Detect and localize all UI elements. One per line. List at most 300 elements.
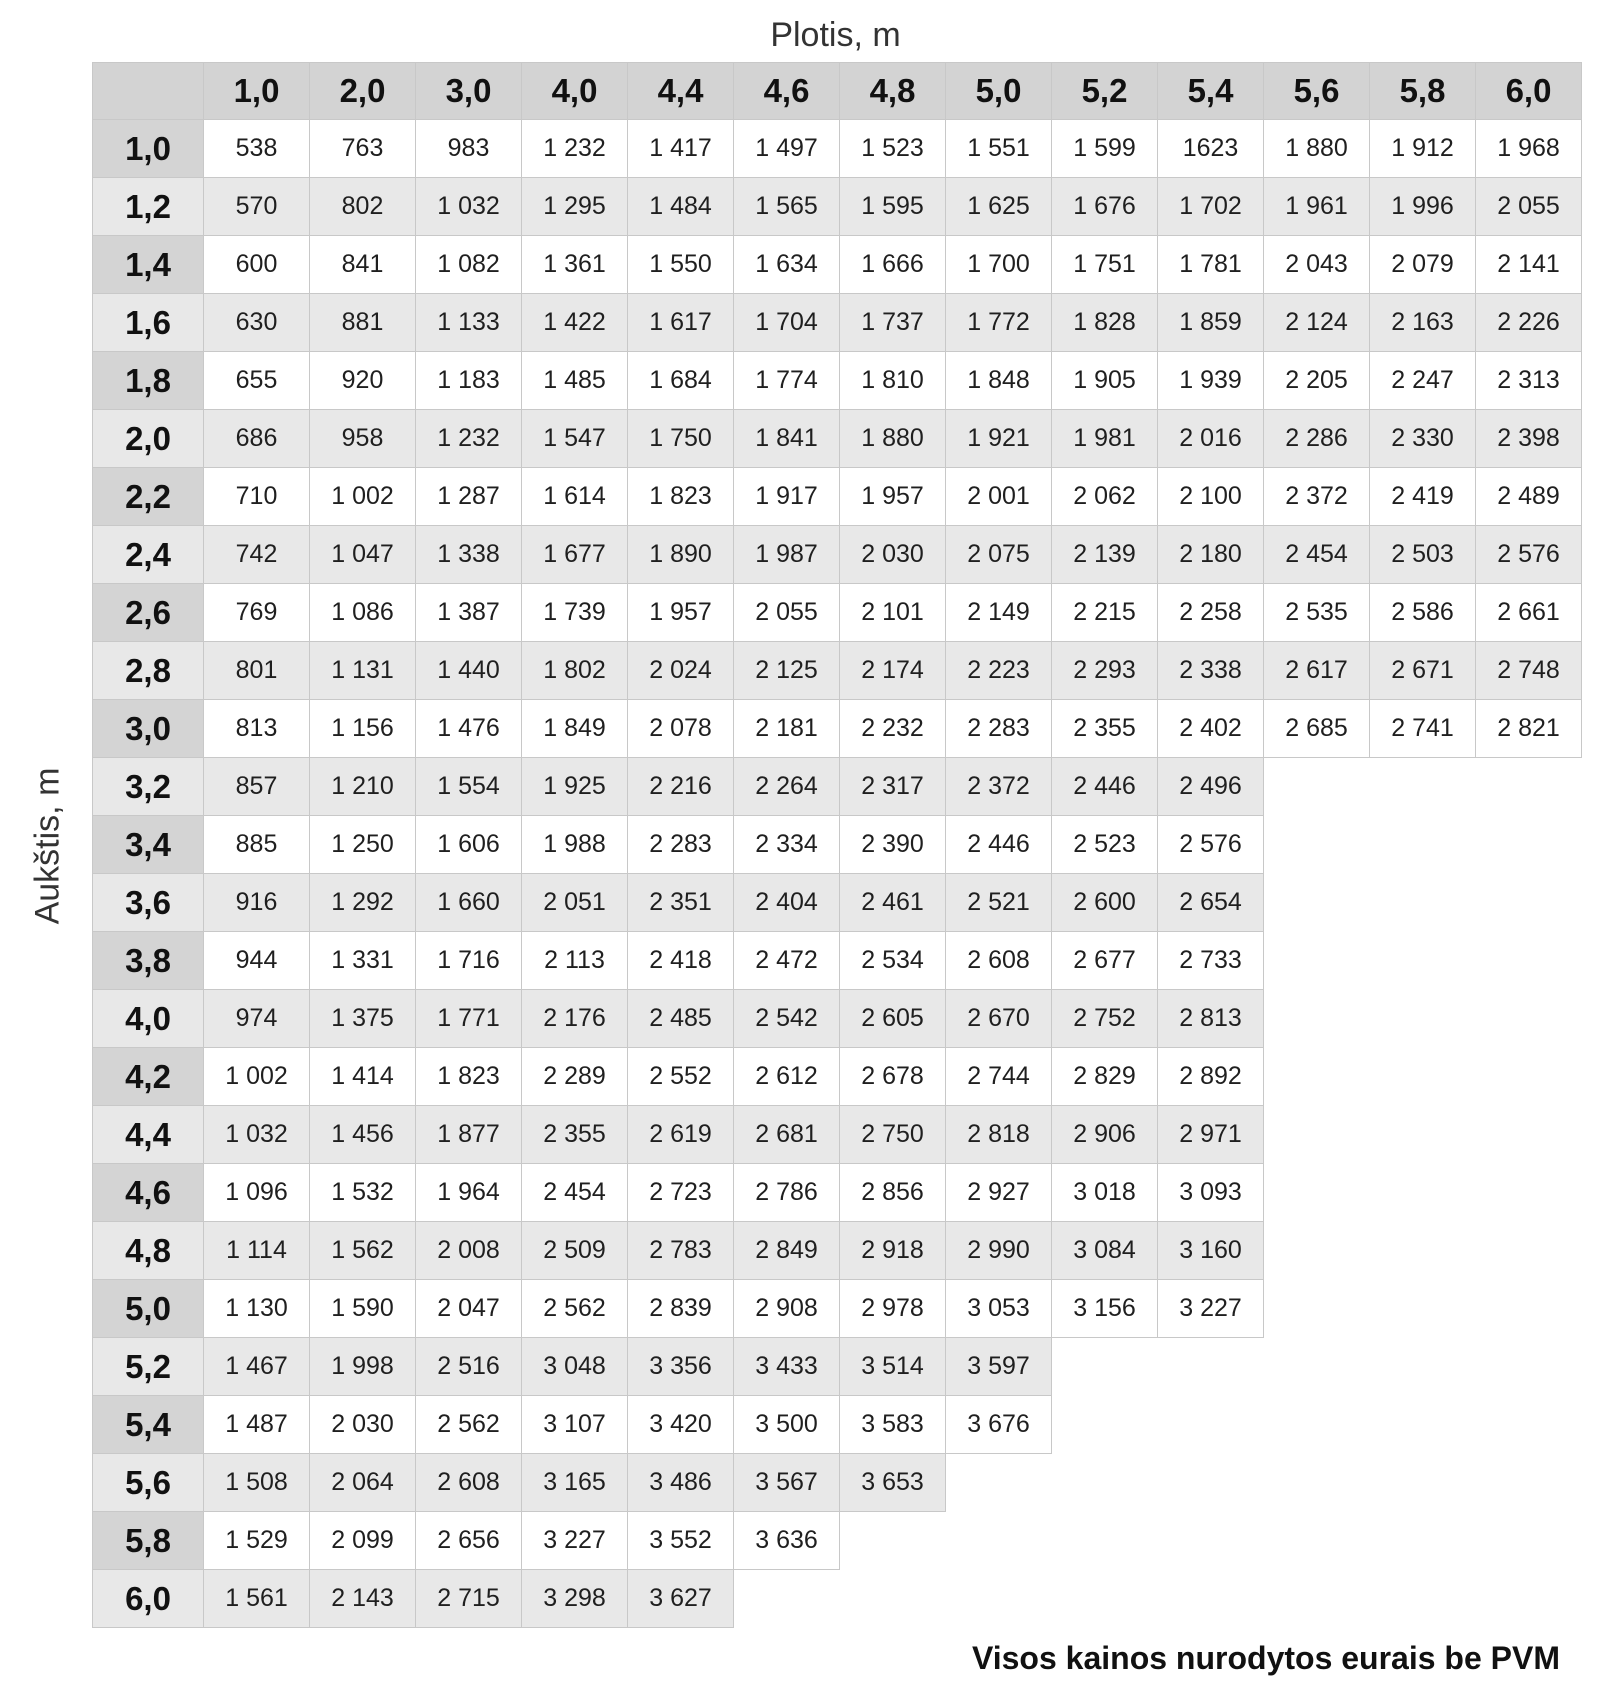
- price-cell: 2 829: [1052, 1048, 1158, 1106]
- price-cell: 2 313: [1476, 352, 1582, 410]
- row-header: 5,0: [92, 1280, 204, 1338]
- price-cell: 2 535: [1264, 584, 1370, 642]
- column-header: 3,0: [416, 62, 522, 120]
- price-cell: 1 361: [522, 236, 628, 294]
- price-cell: 1 484: [628, 178, 734, 236]
- price-cell: 1 467: [204, 1338, 310, 1396]
- price-cell: 1 529: [204, 1512, 310, 1570]
- price-cell: 974: [204, 990, 310, 1048]
- price-cell: 1 250: [310, 816, 416, 874]
- price-cell: 3 486: [628, 1454, 734, 1512]
- price-cell: 2 723: [628, 1164, 734, 1222]
- price-cell: 2 485: [628, 990, 734, 1048]
- price-cell: 2 317: [840, 758, 946, 816]
- price-cell: 2 990: [946, 1222, 1052, 1280]
- price-cell: 1 877: [416, 1106, 522, 1164]
- price-cell: 538: [204, 120, 310, 178]
- price-cell: 2 671: [1370, 642, 1476, 700]
- price-cell: 2 101: [840, 584, 946, 642]
- price-cell: 2 461: [840, 874, 946, 932]
- row-header: 1,4: [92, 236, 204, 294]
- column-header: 4,0: [522, 62, 628, 120]
- price-cell: 801: [204, 642, 310, 700]
- price-cell: 2 078: [628, 700, 734, 758]
- price-cell: 1 841: [734, 410, 840, 468]
- price-cell: 1 440: [416, 642, 522, 700]
- price-cell: 1 912: [1370, 120, 1476, 178]
- price-cell: 2 174: [840, 642, 946, 700]
- row-header: 2,0: [92, 410, 204, 468]
- price-cell: 570: [204, 178, 310, 236]
- price-cell: 1 880: [1264, 120, 1370, 178]
- column-header: 5,2: [1052, 62, 1158, 120]
- row-header: 4,0: [92, 990, 204, 1048]
- price-cell: 2 149: [946, 584, 1052, 642]
- price-cell: 2 839: [628, 1280, 734, 1338]
- price-cell: 1 750: [628, 410, 734, 468]
- price-cell: 2 024: [628, 642, 734, 700]
- price-cell: 1 716: [416, 932, 522, 990]
- price-cell: 2 783: [628, 1222, 734, 1280]
- price-cell: 1 414: [310, 1048, 416, 1106]
- row-header: 4,8: [92, 1222, 204, 1280]
- price-cell: 1 614: [522, 468, 628, 526]
- price-cell: 630: [204, 294, 310, 352]
- price-cell: 2 355: [522, 1106, 628, 1164]
- price-cell: 3 227: [522, 1512, 628, 1570]
- price-cell: 2 927: [946, 1164, 1052, 1222]
- column-axis-label: Plotis, m: [770, 16, 901, 54]
- price-cell: 1 561: [204, 1570, 310, 1628]
- price-cell: 2 971: [1158, 1106, 1264, 1164]
- price-cell: 1 905: [1052, 352, 1158, 410]
- price-cell: 1 292: [310, 874, 416, 932]
- price-cell: 1 133: [416, 294, 522, 352]
- price-cell: 2 608: [946, 932, 1052, 990]
- price-cell: 2 534: [840, 932, 946, 990]
- column-header: 5,8: [1370, 62, 1476, 120]
- price-cell: 2 283: [628, 816, 734, 874]
- price-cell: 2 562: [416, 1396, 522, 1454]
- price-cell: 2 681: [734, 1106, 840, 1164]
- price-cell: 1 964: [416, 1164, 522, 1222]
- row-header: 5,4: [92, 1396, 204, 1454]
- row-header: 3,8: [92, 932, 204, 990]
- price-cell: 2 100: [1158, 468, 1264, 526]
- price-cell: 1 554: [416, 758, 522, 816]
- price-cell: 3 500: [734, 1396, 840, 1454]
- price-cell: 686: [204, 410, 310, 468]
- price-cell: 813: [204, 700, 310, 758]
- price-cell: 2 733: [1158, 932, 1264, 990]
- price-cell: 1 476: [416, 700, 522, 758]
- price-cell: 2 139: [1052, 526, 1158, 584]
- price-cell: 2 892: [1158, 1048, 1264, 1106]
- price-cell: 3 107: [522, 1396, 628, 1454]
- price-cell: 655: [204, 352, 310, 410]
- price-cell: 1 210: [310, 758, 416, 816]
- price-cell: 2 293: [1052, 642, 1158, 700]
- price-cell: 2 677: [1052, 932, 1158, 990]
- price-cell: 2 330: [1370, 410, 1476, 468]
- price-cell: 802: [310, 178, 416, 236]
- row-header: 4,2: [92, 1048, 204, 1106]
- price-cell: 1 849: [522, 700, 628, 758]
- price-cell: 1 547: [522, 410, 628, 468]
- price-cell: 3 552: [628, 1512, 734, 1570]
- column-header: 4,4: [628, 62, 734, 120]
- price-cell: 2 821: [1476, 700, 1582, 758]
- price-cell: 2 124: [1264, 294, 1370, 352]
- price-cell: 1 774: [734, 352, 840, 410]
- price-cell: 983: [416, 120, 522, 178]
- price-cell: 2 521: [946, 874, 1052, 932]
- price-cell: 1 551: [946, 120, 1052, 178]
- row-header: 5,8: [92, 1512, 204, 1570]
- price-cell: 2 509: [522, 1222, 628, 1280]
- price-cell: 2 715: [416, 1570, 522, 1628]
- row-axis-label: Aukštis, m: [28, 767, 67, 925]
- price-cell: 2 163: [1370, 294, 1476, 352]
- price-cell: 2 523: [1052, 816, 1158, 874]
- column-header: 5,4: [1158, 62, 1264, 120]
- price-cell: 1 287: [416, 468, 522, 526]
- price-cell: 600: [204, 236, 310, 294]
- price-cell: 3 018: [1052, 1164, 1158, 1222]
- price-cell: 1 751: [1052, 236, 1158, 294]
- price-cell: 2 818: [946, 1106, 1052, 1164]
- price-cell: 1 660: [416, 874, 522, 932]
- price-cell: 2 143: [310, 1570, 416, 1628]
- price-cell: 2 289: [522, 1048, 628, 1106]
- price-cell: 2 390: [840, 816, 946, 874]
- row-header: 6,0: [92, 1570, 204, 1628]
- price-cell: 1 002: [204, 1048, 310, 1106]
- price-cell: 2 619: [628, 1106, 734, 1164]
- price-cell: 2 334: [734, 816, 840, 874]
- price-cell: 1 772: [946, 294, 1052, 352]
- price-cell: 2 446: [1052, 758, 1158, 816]
- price-cell: 742: [204, 526, 310, 584]
- price-cell: 3 156: [1052, 1280, 1158, 1338]
- price-cell: 2 608: [416, 1454, 522, 1512]
- price-cell: 1 996: [1370, 178, 1476, 236]
- price-cell: 2 372: [1264, 468, 1370, 526]
- column-header: 5,0: [946, 62, 1052, 120]
- price-cell: 2 552: [628, 1048, 734, 1106]
- price-cell: 2 849: [734, 1222, 840, 1280]
- price-cell: 1 497: [734, 120, 840, 178]
- price-cell: 2 661: [1476, 584, 1582, 642]
- price-cell: 2 051: [522, 874, 628, 932]
- row-header: 3,4: [92, 816, 204, 874]
- price-cell: 1 677: [522, 526, 628, 584]
- price-cell: 2 062: [1052, 468, 1158, 526]
- price-cell: 3 298: [522, 1570, 628, 1628]
- price-cell: 1 456: [310, 1106, 416, 1164]
- row-header: 2,6: [92, 584, 204, 642]
- price-cell: 2 404: [734, 874, 840, 932]
- price-cell: 1 295: [522, 178, 628, 236]
- price-cell: 2 741: [1370, 700, 1476, 758]
- price-cell: 881: [310, 294, 416, 352]
- price-cell: 2 047: [416, 1280, 522, 1338]
- price-cell: 2 075: [946, 526, 1052, 584]
- price-cell: 1 666: [840, 236, 946, 294]
- price-cell: 1 096: [204, 1164, 310, 1222]
- price-cell: 2 454: [1264, 526, 1370, 584]
- price-cell: 2 351: [628, 874, 734, 932]
- price-cell: 1 987: [734, 526, 840, 584]
- price-cell: 2 516: [416, 1338, 522, 1396]
- price-cell: 1 823: [416, 1048, 522, 1106]
- price-cell: 2 605: [840, 990, 946, 1048]
- price-cell: 944: [204, 932, 310, 990]
- price-cell: 2 656: [416, 1512, 522, 1570]
- price-cell: 1 422: [522, 294, 628, 352]
- price-cell: 1 700: [946, 236, 1052, 294]
- price-cell: 1 338: [416, 526, 522, 584]
- price-cell: 1 156: [310, 700, 416, 758]
- price-cell: 920: [310, 352, 416, 410]
- price-cell: 2 001: [946, 468, 1052, 526]
- price-cell: 1 823: [628, 468, 734, 526]
- price-cell: 1 848: [946, 352, 1052, 410]
- price-cell: 2 908: [734, 1280, 840, 1338]
- price-cell: 2 355: [1052, 700, 1158, 758]
- price-cell: 1 684: [628, 352, 734, 410]
- price-cell: 2 446: [946, 816, 1052, 874]
- price-cell: 2 418: [628, 932, 734, 990]
- price-cell: 1 114: [204, 1222, 310, 1280]
- price-cell: 1 562: [310, 1222, 416, 1280]
- price-cell: 2 562: [522, 1280, 628, 1338]
- price-cell: 2 113: [522, 932, 628, 990]
- price-cell: 2 030: [840, 526, 946, 584]
- footnote: Visos kainos nurodytos eurais be PVM: [971, 1640, 1560, 1676]
- price-cell: 2 978: [840, 1280, 946, 1338]
- price-cell: 2 043: [1264, 236, 1370, 294]
- price-cell: 2 617: [1264, 642, 1370, 700]
- price-cell: 3 636: [734, 1512, 840, 1570]
- price-cell: 2 813: [1158, 990, 1264, 1048]
- price-cell: 2 472: [734, 932, 840, 990]
- price-cell: 1 968: [1476, 120, 1582, 178]
- price-cell: 2 670: [946, 990, 1052, 1048]
- price-cell: 2 419: [1370, 468, 1476, 526]
- price-cell: 1 961: [1264, 178, 1370, 236]
- price-cell: 1 921: [946, 410, 1052, 468]
- price-cell: 1 590: [310, 1280, 416, 1338]
- price-cell: 2 030: [310, 1396, 416, 1454]
- price-cell: 2 678: [840, 1048, 946, 1106]
- row-header: 3,6: [92, 874, 204, 932]
- price-cell: 1 565: [734, 178, 840, 236]
- price-cell: 2 247: [1370, 352, 1476, 410]
- price-cell: 1 485: [522, 352, 628, 410]
- price-cell: 2 496: [1158, 758, 1264, 816]
- price-cell: 1 606: [416, 816, 522, 874]
- price-cell: 2 402: [1158, 700, 1264, 758]
- price-cell: 2 685: [1264, 700, 1370, 758]
- price-cell: 3 093: [1158, 1164, 1264, 1222]
- price-cell: 2 125: [734, 642, 840, 700]
- price-cell: 3 420: [628, 1396, 734, 1454]
- price-cell: 1 704: [734, 294, 840, 352]
- price-cell: 1 417: [628, 120, 734, 178]
- column-header: 6,0: [1476, 62, 1582, 120]
- price-cell: 2 180: [1158, 526, 1264, 584]
- price-cell: 1 625: [946, 178, 1052, 236]
- price-cell: 2 612: [734, 1048, 840, 1106]
- row-header: 5,6: [92, 1454, 204, 1512]
- row-header: 4,4: [92, 1106, 204, 1164]
- price-cell: 1 859: [1158, 294, 1264, 352]
- price-cell: 2 489: [1476, 468, 1582, 526]
- price-cell: 2 752: [1052, 990, 1158, 1048]
- row-header: 1,6: [92, 294, 204, 352]
- price-cell: 1 130: [204, 1280, 310, 1338]
- price-cell: 1 771: [416, 990, 522, 1048]
- price-cell: 2 748: [1476, 642, 1582, 700]
- price-cell: 2 750: [840, 1106, 946, 1164]
- price-cell: 857: [204, 758, 310, 816]
- price-cell: 2 576: [1158, 816, 1264, 874]
- price-cell: 1 781: [1158, 236, 1264, 294]
- column-header: 1,0: [204, 62, 310, 120]
- price-cell: 1 047: [310, 526, 416, 584]
- price-cell: 1 828: [1052, 294, 1158, 352]
- price-cell: 2 503: [1370, 526, 1476, 584]
- price-cell: 1 375: [310, 990, 416, 1048]
- price-cell: 1 086: [310, 584, 416, 642]
- price-cell: 1 988: [522, 816, 628, 874]
- row-header: 2,2: [92, 468, 204, 526]
- price-cell: 2 744: [946, 1048, 1052, 1106]
- column-header: 4,8: [840, 62, 946, 120]
- price-cell: 1 508: [204, 1454, 310, 1512]
- row-header: 3,0: [92, 700, 204, 758]
- price-cell: 2 205: [1264, 352, 1370, 410]
- row-header: 5,2: [92, 1338, 204, 1396]
- price-cell: 3 627: [628, 1570, 734, 1628]
- price-cell: 1 183: [416, 352, 522, 410]
- price-table: [92, 62, 1579, 1632]
- price-cell: 2 016: [1158, 410, 1264, 468]
- price-cell: 2 099: [310, 1512, 416, 1570]
- row-header: 1,2: [92, 178, 204, 236]
- row-header: 2,4: [92, 526, 204, 584]
- price-cell: 1 634: [734, 236, 840, 294]
- column-header: 4,6: [734, 62, 840, 120]
- price-cell: 3 048: [522, 1338, 628, 1396]
- price-cell: 3 433: [734, 1338, 840, 1396]
- price-cell: 2 586: [1370, 584, 1476, 642]
- price-cell: 1 032: [204, 1106, 310, 1164]
- price-cell: 1 802: [522, 642, 628, 700]
- price-cell: 2 454: [522, 1164, 628, 1222]
- price-cell: 1 939: [1158, 352, 1264, 410]
- price-cell: 3 676: [946, 1396, 1052, 1454]
- price-cell: 1 617: [628, 294, 734, 352]
- price-cell: 1 737: [840, 294, 946, 352]
- price-cell: 2 055: [1476, 178, 1582, 236]
- price-cell: 1 387: [416, 584, 522, 642]
- price-cell: 1 739: [522, 584, 628, 642]
- price-cell: 841: [310, 236, 416, 294]
- price-cell: 3 653: [840, 1454, 946, 1512]
- price-cell: 2 856: [840, 1164, 946, 1222]
- price-cell: 2 258: [1158, 584, 1264, 642]
- price-cell: 2 176: [522, 990, 628, 1048]
- price-cell: 2 542: [734, 990, 840, 1048]
- price-cell: 3 583: [840, 1396, 946, 1454]
- price-cell: 885: [204, 816, 310, 874]
- price-cell: 1 082: [416, 236, 522, 294]
- price-cell: 1 957: [840, 468, 946, 526]
- price-cell: 2 906: [1052, 1106, 1158, 1164]
- price-cell: 1623: [1158, 120, 1264, 178]
- price-cell: 1 981: [1052, 410, 1158, 468]
- row-header: 2,8: [92, 642, 204, 700]
- price-cell: 2 064: [310, 1454, 416, 1512]
- price-cell: 1 880: [840, 410, 946, 468]
- price-cell: 958: [310, 410, 416, 468]
- row-header: 4,6: [92, 1164, 204, 1222]
- price-cell: 2 286: [1264, 410, 1370, 468]
- price-cell: 1 523: [840, 120, 946, 178]
- price-cell: 1 957: [628, 584, 734, 642]
- price-cell: 1 532: [310, 1164, 416, 1222]
- column-header: 2,0: [310, 62, 416, 120]
- price-cell: 2 141: [1476, 236, 1582, 294]
- row-header: 1,0: [92, 120, 204, 178]
- price-cell: 1 232: [522, 120, 628, 178]
- price-cell: 2 654: [1158, 874, 1264, 932]
- price-cell: 763: [310, 120, 416, 178]
- price-cell: 2 215: [1052, 584, 1158, 642]
- price-cell: 1 131: [310, 642, 416, 700]
- price-cell: 1 487: [204, 1396, 310, 1454]
- table-corner: [92, 62, 204, 120]
- column-header: 5,6: [1264, 62, 1370, 120]
- price-cell: 1 595: [840, 178, 946, 236]
- price-cell: 2 372: [946, 758, 1052, 816]
- price-cell: 1 331: [310, 932, 416, 990]
- price-cell: 1 032: [416, 178, 522, 236]
- price-cell: 3 227: [1158, 1280, 1264, 1338]
- price-cell: 2 576: [1476, 526, 1582, 584]
- price-cell: 1 998: [310, 1338, 416, 1396]
- price-cell: 2 181: [734, 700, 840, 758]
- price-cell: 1 925: [522, 758, 628, 816]
- price-cell: 2 264: [734, 758, 840, 816]
- price-cell: 3 160: [1158, 1222, 1264, 1280]
- price-cell: 3 356: [628, 1338, 734, 1396]
- price-cell: 1 599: [1052, 120, 1158, 178]
- row-header: 1,8: [92, 352, 204, 410]
- price-cell: 3 514: [840, 1338, 946, 1396]
- price-cell: 2 918: [840, 1222, 946, 1280]
- price-cell: 1 890: [628, 526, 734, 584]
- price-cell: 916: [204, 874, 310, 932]
- price-cell: 769: [204, 584, 310, 642]
- price-cell: 2 055: [734, 584, 840, 642]
- price-cell: 2 232: [840, 700, 946, 758]
- price-cell: 3 084: [1052, 1222, 1158, 1280]
- row-header: 3,2: [92, 758, 204, 816]
- price-cell: 2 600: [1052, 874, 1158, 932]
